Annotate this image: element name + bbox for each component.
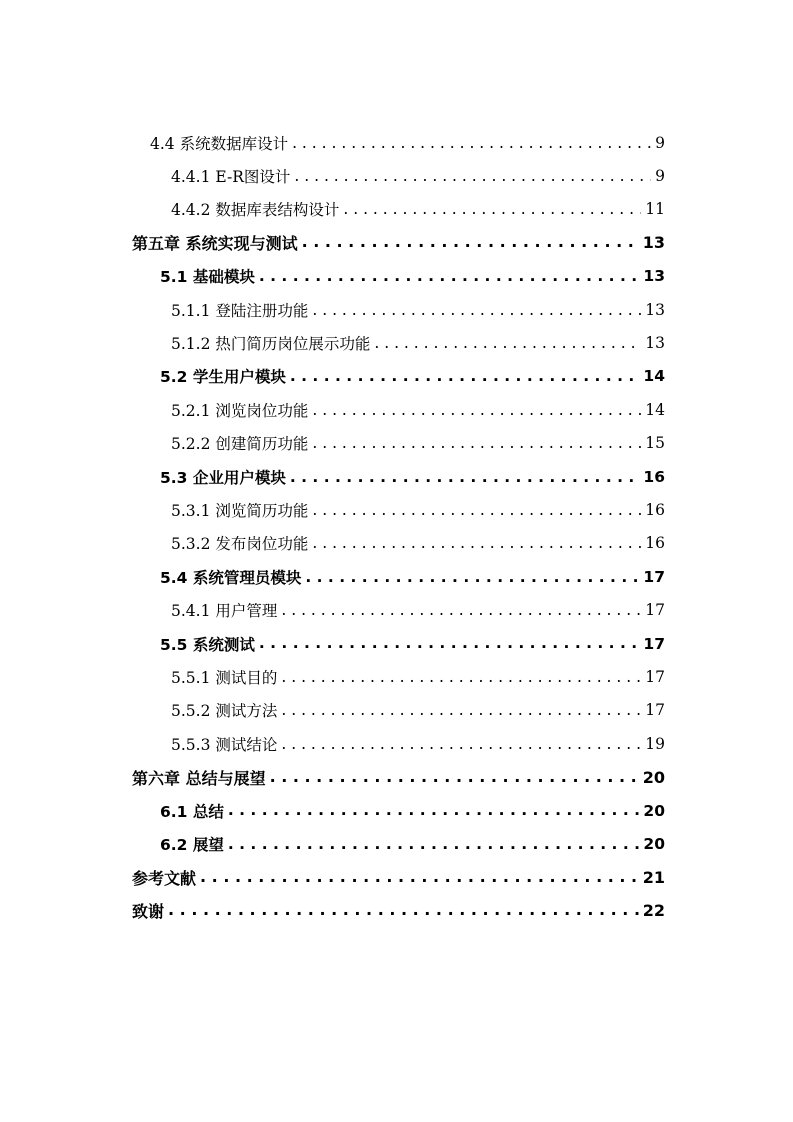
toc-entry-5-3-1[interactable] [0, 493, 793, 526]
toc-entry-references[interactable] [0, 861, 793, 894]
toc-entry-label: 4.4.1 E-R图设计 [171, 165, 294, 187]
toc-entry-page: 17 [643, 567, 665, 586]
toc-entry-label: 6.2 展望 [160, 833, 228, 855]
toc-entry-4-4-2[interactable] [0, 193, 793, 226]
toc-entry-label: 4.4.2 数据库表结构设计 [171, 198, 343, 220]
toc-entry-chapter-5[interactable] [0, 226, 793, 259]
toc-entry-page: 9 [655, 133, 665, 152]
toc-entry-label: 5.5.2 测试方法 [171, 699, 281, 721]
toc-entry-label: 5.2.1 浏览岗位功能 [171, 399, 312, 421]
toc-leader-dots [228, 834, 640, 854]
toc-entry-page: 20 [643, 834, 665, 853]
toc-entry-label: 5.5.3 测试结论 [171, 733, 281, 755]
toc-entry-page: 14 [643, 367, 665, 386]
toc-entry-label: 致谢 [132, 899, 168, 922]
toc-entry-5-5-1[interactable] [0, 660, 793, 693]
toc-leader-dots [312, 400, 641, 420]
toc-entry-page: 14 [645, 400, 665, 419]
toc-entry-page: 17 [645, 701, 665, 720]
toc-entry-label: 5.1 基础模块 [160, 265, 259, 287]
toc-entry-page: 13 [645, 334, 665, 353]
toc-entry-5-2-1[interactable] [0, 393, 793, 426]
toc-entry-page: 13 [643, 267, 665, 286]
toc-entry-page: 20 [643, 801, 665, 820]
toc-entry-page: 13 [642, 233, 665, 253]
toc-entry-label: 参考文献 [132, 866, 200, 889]
toc-entry-5-2-2[interactable] [0, 427, 793, 460]
toc-entry-5-1-1[interactable] [0, 293, 793, 326]
toc-leader-dots [281, 700, 641, 720]
table-of-contents [0, 126, 793, 927]
toc-entry-label: 5.1.1 登陆注册功能 [171, 299, 312, 321]
toc-leader-dots [259, 633, 640, 653]
toc-entry-5-3-2[interactable] [0, 527, 793, 560]
toc-entry-page: 20 [642, 767, 665, 787]
toc-entry-page: 15 [645, 434, 665, 453]
toc-entry-label: 5.5.1 测试目的 [171, 666, 281, 688]
toc-leader-dots [270, 767, 639, 788]
toc-leader-dots [200, 867, 639, 888]
toc-leader-dots [290, 366, 640, 386]
toc-entry-6-1[interactable] [0, 794, 793, 827]
toc-leader-dots [281, 600, 641, 620]
toc-entry-chapter-6[interactable] [0, 760, 793, 793]
toc-entry-page: 19 [645, 734, 665, 753]
toc-entry-page: 21 [642, 867, 665, 887]
toc-leader-dots [259, 266, 640, 286]
toc-entry-label: 5.4 系统管理员模块 [160, 566, 305, 588]
toc-entry-label: 6.1 总结 [160, 800, 228, 822]
toc-entry-label: 5.2 学生用户模块 [160, 365, 290, 387]
toc-entry-page: 16 [645, 500, 665, 519]
toc-leader-dots [302, 232, 639, 253]
toc-entry-5-1-2[interactable] [0, 326, 793, 359]
toc-entry-4-4-1[interactable] [0, 159, 793, 192]
toc-entry-5-5-3[interactable] [0, 727, 793, 760]
toc-entry-page: 22 [642, 901, 665, 921]
toc-leader-dots [312, 300, 641, 320]
toc-entry-acknowledgements[interactable] [0, 894, 793, 927]
toc-entry-label: 第六章 总结与展望 [132, 766, 270, 789]
toc-leader-dots [168, 900, 639, 921]
toc-leader-dots [294, 166, 651, 186]
toc-entry-page: 13 [645, 300, 665, 319]
toc-leader-dots [374, 333, 641, 353]
toc-entry-5-3[interactable] [0, 460, 793, 493]
toc-leader-dots [281, 667, 641, 687]
toc-leader-dots [312, 433, 641, 453]
toc-leader-dots [290, 467, 640, 487]
toc-leader-dots [292, 133, 651, 153]
toc-entry-label: 5.2.2 创建简历功能 [171, 432, 312, 454]
toc-entry-page: 16 [643, 467, 665, 486]
toc-entry-5-1[interactable] [0, 260, 793, 293]
toc-entry-page: 16 [645, 534, 665, 553]
toc-entry-label: 5.4.1 用户管理 [171, 599, 281, 621]
toc-entry-label: 5.3.2 发布岗位功能 [171, 532, 312, 554]
toc-entry-page: 17 [645, 601, 665, 620]
toc-entry-5-4-1[interactable] [0, 593, 793, 626]
toc-leader-dots [343, 199, 641, 219]
toc-entry-label: 4.4 系统数据库设计 [150, 132, 292, 154]
toc-leader-dots [305, 567, 639, 587]
toc-entry-4-4[interactable] [0, 126, 793, 159]
toc-entry-page: 9 [655, 167, 665, 186]
toc-entry-6-2[interactable] [0, 827, 793, 860]
toc-leader-dots [312, 533, 641, 553]
toc-entry-label: 5.5 系统测试 [160, 633, 259, 655]
toc-entry-5-2[interactable] [0, 360, 793, 393]
toc-entry-label: 第五章 系统实现与测试 [132, 231, 302, 254]
toc-entry-5-4[interactable] [0, 560, 793, 593]
toc-entry-label: 5.1.2 热门简历岗位展示功能 [171, 332, 374, 354]
toc-entry-page: 11 [645, 200, 665, 219]
toc-entry-label: 5.3.1 浏览简历功能 [171, 499, 312, 521]
toc-entry-page: 17 [643, 634, 665, 653]
toc-leader-dots [281, 734, 641, 754]
toc-leader-dots [228, 800, 640, 820]
toc-entry-page: 17 [645, 667, 665, 686]
toc-entry-5-5-2[interactable] [0, 694, 793, 727]
toc-leader-dots [312, 500, 641, 520]
toc-entry-5-5[interactable] [0, 627, 793, 660]
toc-entry-label: 5.3 企业用户模块 [160, 466, 290, 488]
